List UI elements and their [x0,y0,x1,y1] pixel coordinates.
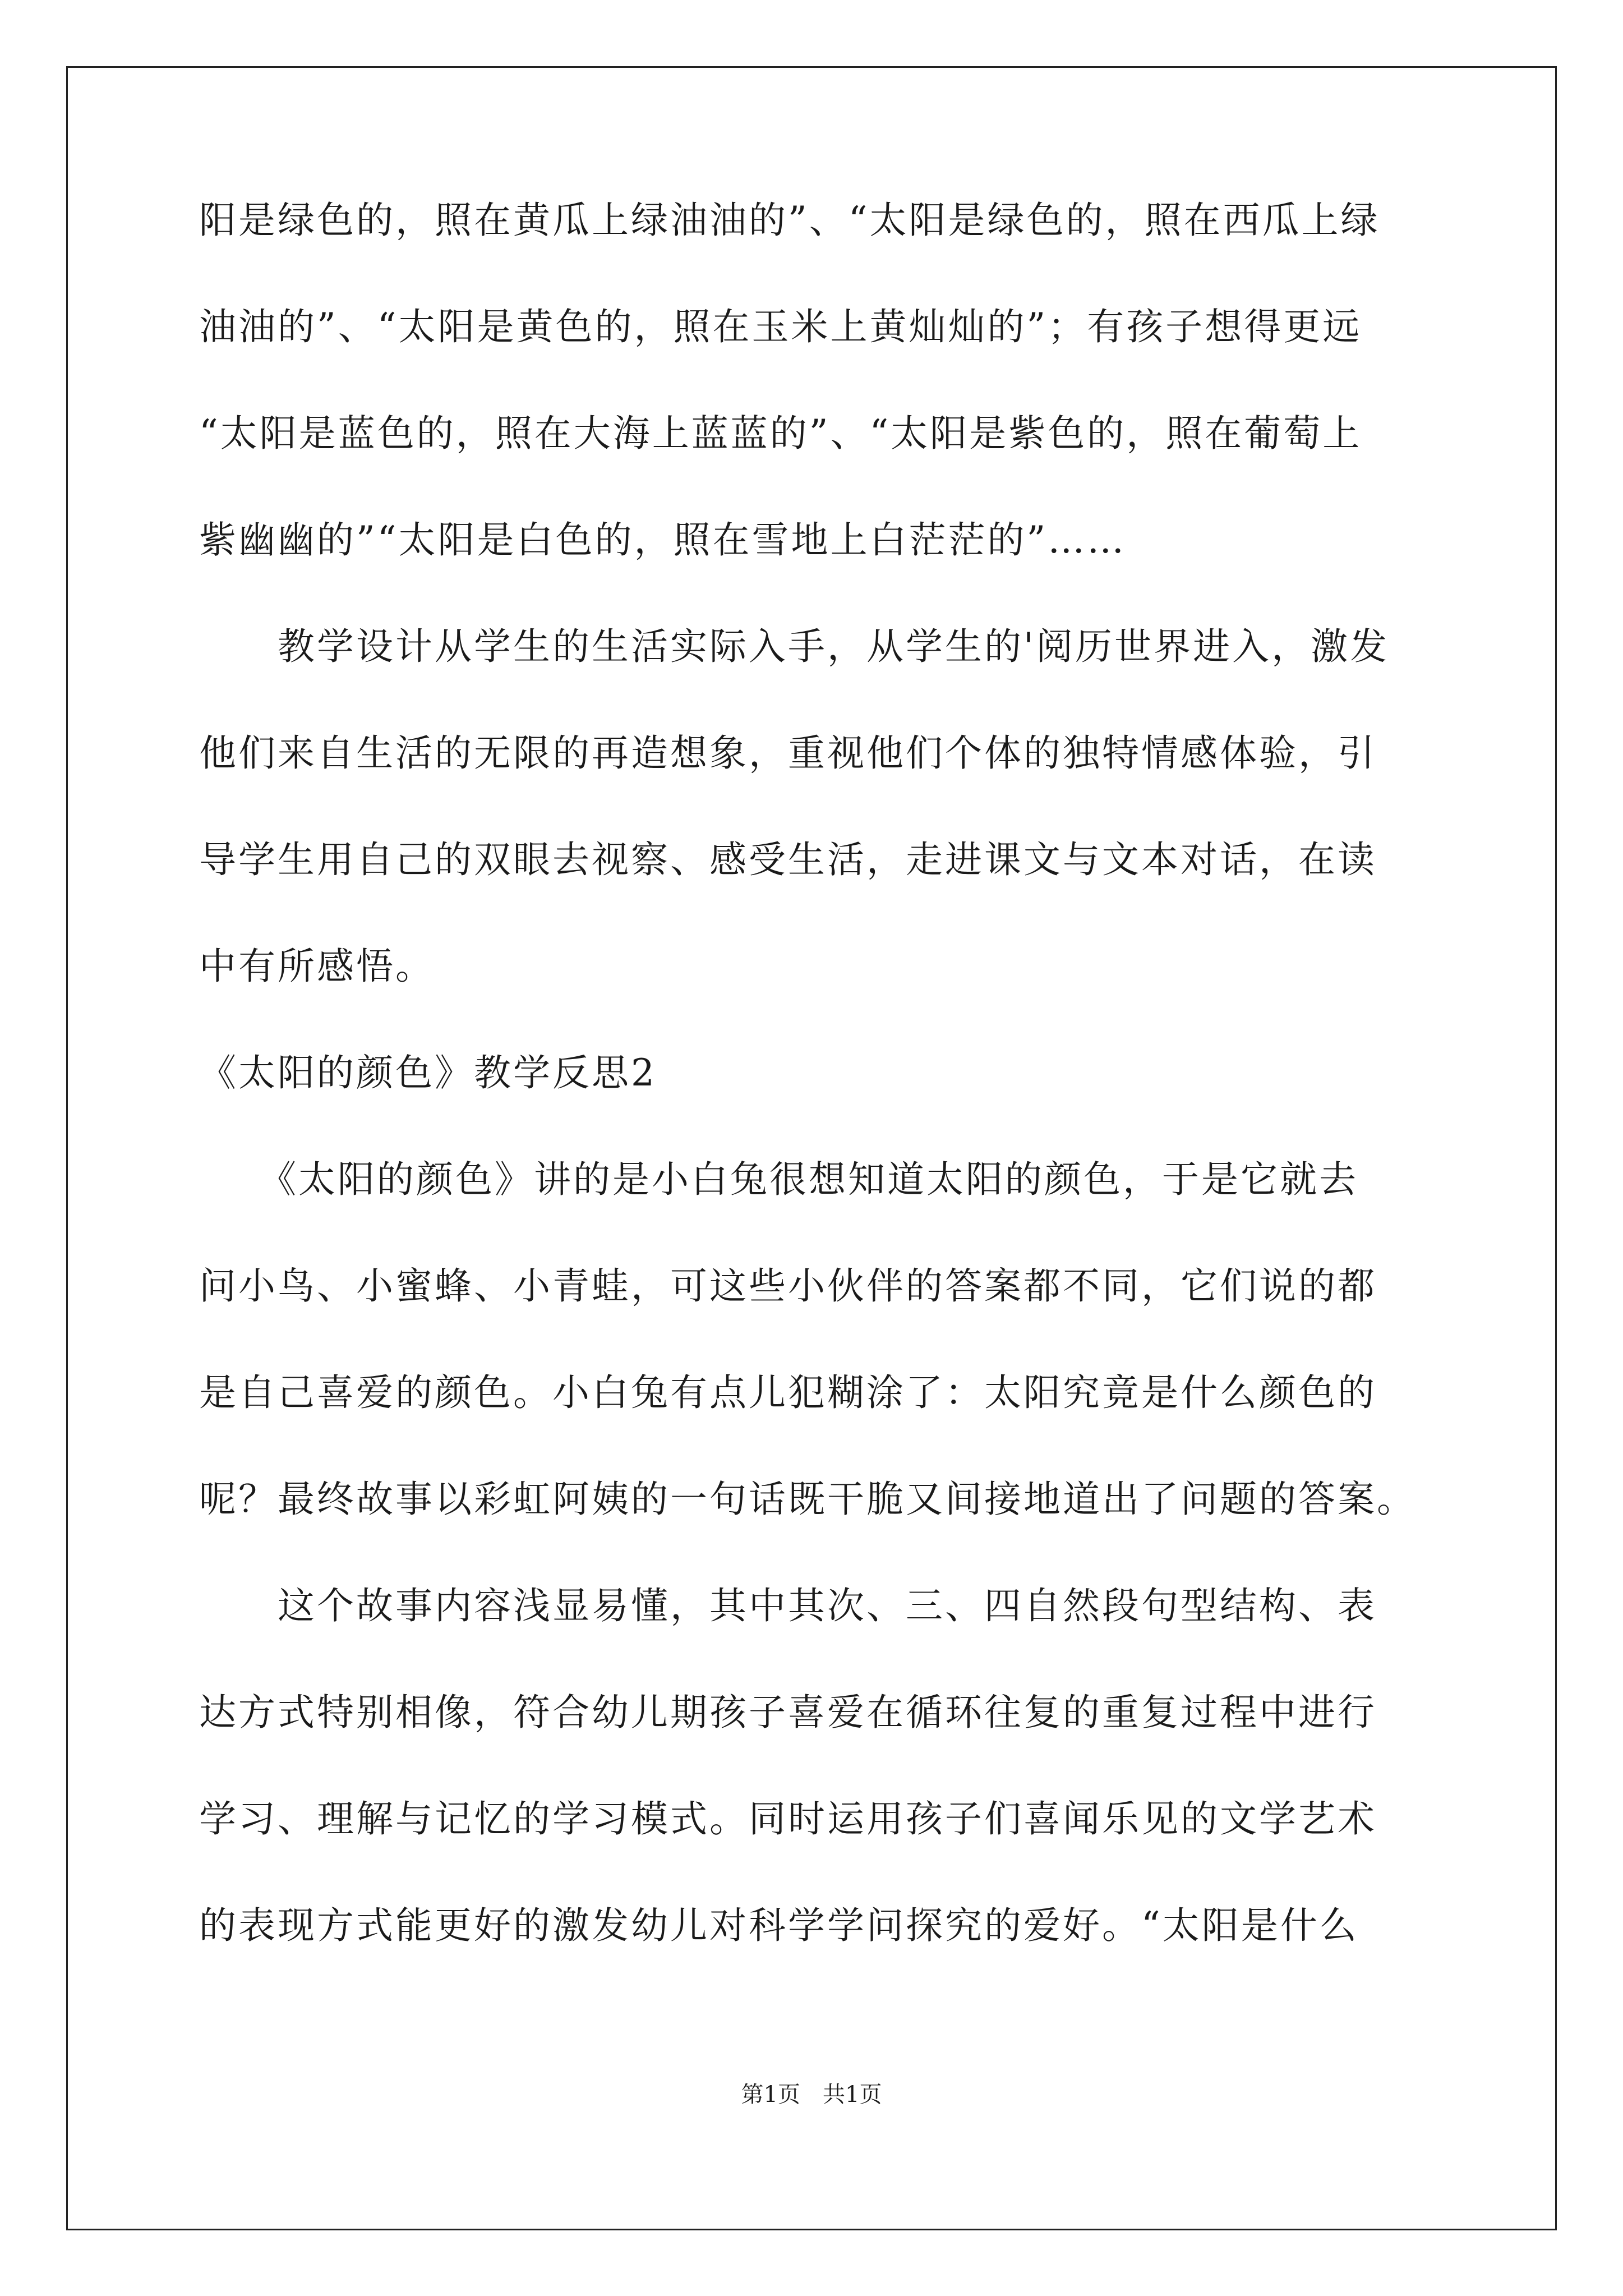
paragraph-line: “太阳是蓝色的，照在大海上蓝蓝的”、“太阳是紫色的，照在葡萄上 [199,412,1362,455]
paragraph-line: 阳是绿色的，照在黄瓜上绿油油的”、“太阳是绿色的，照在西瓜上绿 [199,199,1380,242]
section-heading: 《太阳的颜色》教学反思2 [199,1051,657,1094]
paragraph-line: 呢？最终故事以彩虹阿姨的一句话既干脆又间接地道出了问题的答案。 [199,1478,1416,1521]
paragraph-line: 是自己喜爱的颜色。小白兔有点儿犯糊涂了：太阳究竟是什么颜色的 [199,1371,1377,1414]
paragraph-line: 油油的”、“太阳是黄色的，照在玉米上黄灿灿的”；有孩子想得更远 [199,305,1362,348]
paragraph-line: 导学生用自己的双眼去视察、感受生活，走进课文与文本对话，在读 [199,838,1377,881]
paragraph-line: 学习、理解与记忆的学习模式。同时运用孩子们喜闻乐见的文学艺术 [199,1797,1377,1841]
page-footer: 第1页 共1页 [741,2082,882,2108]
paragraph-line: 达方式特别相像，符合幼儿期孩子喜爱在循环往复的重复过程中进行 [199,1691,1377,1734]
paragraph-line: 这个故事内容浅显易懂，其中其次、三、四自然段句型结构、表 [199,1584,1377,1627]
paragraph-line: 的表现方式能更好的激发幼儿对科学学问探究的爱好。“太阳是什么 [199,1904,1359,1947]
paragraph-line: 紫幽幽的”“太阳是白色的，照在雪地上白茫茫的”…… [199,518,1127,562]
paragraph-line: 中有所感悟。 [199,945,435,988]
paragraph-line: 《太阳的颜色》讲的是小白兔很想知道太阳的颜色，于是它就去 [199,1158,1358,1201]
paragraph-line: 教学设计从学生的生活实际入手，从学生的'阅历世界进入，激发 [199,625,1390,668]
paragraph-line: 问小鸟、小蜜蜂、小青蛙，可这些小伙伴的答案都不同，它们说的都 [199,1264,1377,1308]
paragraph-line: 他们来自生活的无限的再造想象，重视他们个体的独特情感体验，引 [199,731,1377,775]
